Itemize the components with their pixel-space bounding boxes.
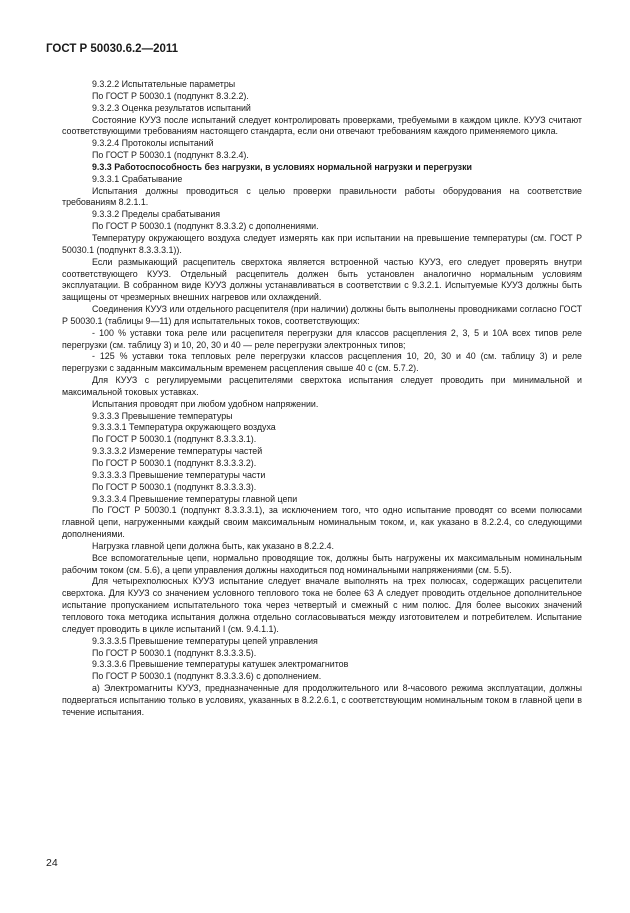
body-paragraph: По ГОСТ Р 50030.1 (подпункт 8.3.3.3.1), за исключением того, что одно испытание проводят со всеми полюсами главной цепи, нагруженными каждый своим максимальным номинальным током, и, как указано в 8.2.2.4, со следующими дополнениями. xyxy=(62,505,582,540)
section-heading: 9.3.3 Работоспособность без нагрузки, в условиях нормальной нагрузки и перегрузки xyxy=(92,161,472,172)
body-paragraph: 9.3.3.2 Пределы срабатывания xyxy=(92,209,221,220)
body-paragraph: Все вспомогательные цепи, нормально проводящие ток, должны быть нагружены их максимальным номинальным рабочим током (см. 5.6), а цепи управления должны находиться под номинальными напряжениями (см. 5.5). xyxy=(62,552,582,575)
body-paragraph: 9.3.3.1 Срабатывание xyxy=(92,173,183,184)
body-paragraph: 9.3.2.4 Протоколы испытаний xyxy=(92,138,214,149)
body-paragraph: По ГОСТ Р 50030.1 (подпункт 8.3.2.2). xyxy=(92,90,249,101)
body-paragraph: Соединения КУУЗ или отдельного расцепителя (при наличии) должны быть выполнены проводниками согласно ГОСТ Р 50030.1 (таблицы 9—11) для испытательных токов, соответствующих: xyxy=(62,304,582,326)
body-paragraph: 9.3.3.3.5 Превышение температуры цепей управления xyxy=(92,635,318,646)
body-paragraph: 9.3.3.3.2 Измерение температуры частей xyxy=(92,446,263,457)
body-paragraph: По ГОСТ Р 50030.1 (подпункт 8.3.3.3.3). xyxy=(92,481,257,492)
body-paragraph: 9.3.2.3 Оценка результатов испытаний xyxy=(92,102,251,113)
document-body xyxy=(62,79,582,719)
body-paragraph: - 100 % уставки тока реле или расцепителя перегрузки для классов расцепления 2, 3, 5 и 10А всех типов реле перегрузки (см. таблицу 3) и 10, 20, 30 и 40 — реле перегрузки электронных типов; xyxy=(62,327,582,350)
body-paragraph: Нагрузка главной цепи должна быть, как указано в 8.2.2.4. xyxy=(92,540,334,551)
body-paragraph: 9.3.3.3.3 Превышение температуры части xyxy=(92,469,266,480)
body-paragraph: 9.3.3.3 Превышение температуры xyxy=(92,410,233,421)
body-paragraph: По ГОСТ Р 50030.1 (подпункт 8.3.3.3.2). xyxy=(92,458,257,468)
body-paragraph: а) Электромагниты КУУЗ, предназначенные для продолжительного или 8-часового режима эксплуатации, должны подвергаться испытанию только в условиях, указанных в 8.2.2.6.1, с соответствующим номинальным током в главной цепи в течение испытания. xyxy=(62,683,582,717)
body-paragraph: Испытания проводят при любом удобном напряжении. xyxy=(92,398,319,409)
document-header: ГОСТ Р 50030.6.2—2011 xyxy=(46,43,179,55)
body-paragraph: По ГОСТ Р 50030.1 (подпункт 8.3.3.3.5). xyxy=(92,647,257,658)
body-paragraph: По ГОСТ Р 50030.1 (подпункт 8.3.3.3.1). xyxy=(92,434,257,445)
body-paragraph: Если размыкающий расцепитель сверхтока является встроенной частью КУУЗ, его следует проверять внутри соответствующего КУУЗ. Отдельный расцепитель должен быть установлен аналогично нормальным условиям эксплуатации. В собранном виде КУУЗ должны устанавливаться в соответствии с 9.3.2.1. Испытуемые КУУЗ должны быть защищены от чрезмерных внешних нагревов или охлаждений. xyxy=(62,256,582,303)
body-paragraph: По ГОСТ Р 50030.1 (подпункт 8.3.3.3.6) с дополнением. xyxy=(92,671,322,682)
page-number: 24 xyxy=(46,857,58,869)
body-paragraph: Температуру окружающего воздуха следует измерять как при испытании на превышение температуры (см. ГОСТ Р 50030.1 (подпункт 8.3.3.3.1)). xyxy=(62,232,582,255)
body-paragraph: Для КУУЗ с регулируемыми расцепителями сверхтока испытания следует проводить при минимальной и максимальной токовых уставках. xyxy=(62,375,582,397)
body-paragraph: Состояние КУУЗ после испытаний следует контролировать проверками, требуемыми в каждом цикле. КУУЗ считают соответствующими требованиям настоящего стандарта, если они отвечают требованиям каждого применяемого цикла. xyxy=(62,114,582,137)
body-paragraph: По ГОСТ Р 50030.1 (подпункт 8.3.2.4). xyxy=(92,150,249,161)
body-paragraph: 9.3.2.2 Испытательные параметры xyxy=(92,79,236,89)
body-paragraph: 9.3.3.3.1 Температура окружающего воздуха xyxy=(92,422,276,433)
body-paragraph: 9.3.3.3.6 Превышение температуры катушек электромагнитов xyxy=(92,659,349,670)
body-paragraph: По ГОСТ Р 50030.1 (подпункт 8.3.3.2) с дополнениями. xyxy=(92,221,319,232)
body-paragraph: Испытания должны проводиться с целью проверки правильности работы оборудования на соответствие требованиям 8.2.1.1. xyxy=(62,185,582,208)
body-paragraph: Для четырехполюсных КУУЗ испытание следует вначале выполнять на трех полюсах, содержащих расцепители сверхтока. Для КУУЗ со значением условного теплового тока не более 63 А следует проводить отдельное дополнительное испытание пропусканием испытательного тока через четвертый и смежный с ним полюс. Для более высоких значений теплового тока методика испытания должна отдельно согласовываться между изготовителем и потребителем. Испытание следует проводить в цикле испытаний I (см. 9.4.1.1). xyxy=(62,576,582,634)
body-paragraph: - 125 % уставки тока тепловых реле перегрузки классов расцепления 10, 20, 30 и 40 (см. таблицу 3) и реле перегрузки с заданным максимальным временем расцепления свыше 40 с (см. 5.7.2). xyxy=(62,351,582,374)
body-paragraph: 9.3.3.3.4 Превышение температуры главной цепи xyxy=(92,493,298,504)
